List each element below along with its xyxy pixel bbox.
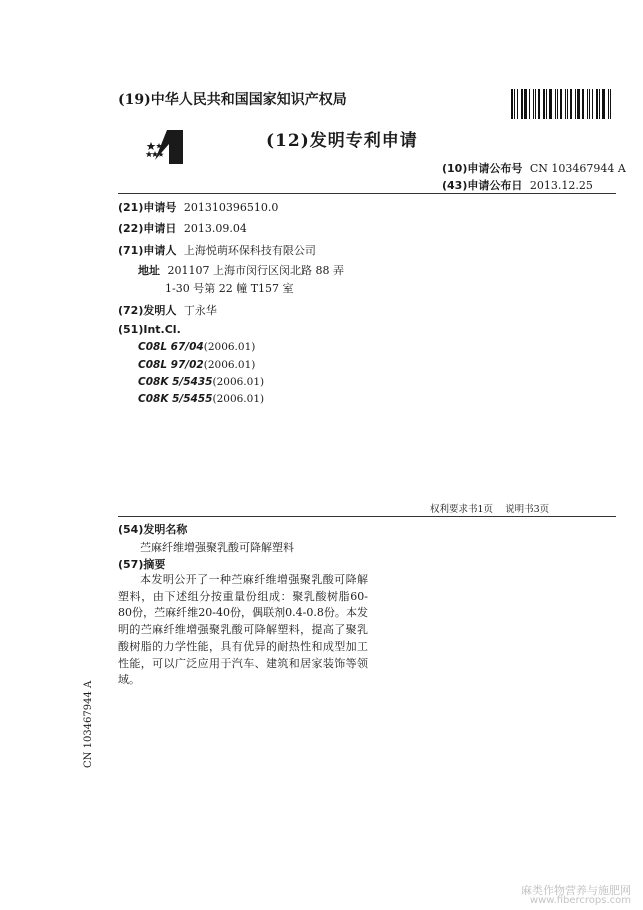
ipc-code: C08L 67/04 [138,341,204,353]
header-divider [118,193,616,194]
pages-divider [118,516,616,517]
document-type [266,126,418,151]
inventor-name: 丁永华 [183,304,217,317]
barcode-bar [538,89,540,119]
inventor-label: (72)发明人 [118,304,177,317]
country-number: (19) [118,92,151,108]
publication-number-row [442,160,626,176]
invention-title: 苎麻纤维增强聚乳酸可降解塑料 [140,541,294,554]
address-row [138,262,344,278]
barcode-bar [546,89,547,119]
ipc-code: C08K 5/5435 [138,376,213,388]
publication-date-row [442,177,593,193]
application-number-label: (21)申请号 [118,201,177,214]
watermark-site-name: 麻类作物营养与施肥网 [521,884,631,897]
barcode-bar [599,89,600,119]
doctype-number: (12) [266,131,310,151]
barcode-bar [524,89,527,119]
publication-number: CN 103467944 A [529,162,626,175]
barcode-bar [517,89,518,119]
page-count: 权利要求书1页 说明书3页 [430,504,550,515]
ipc-entry [138,359,255,371]
ipc-code: C08L 97/02 [138,359,204,371]
barcode-bar [587,89,588,119]
application-number: 201310396510.0 [183,201,279,214]
country-name: 中华人民共和国国家知识产权局 [150,92,347,108]
barcode-bar [560,89,562,119]
ipc-date: (2006.01) [212,393,265,405]
barcode-bar [589,89,590,119]
ipc-date: (2006.01) [203,359,256,371]
barcode-bar [575,89,576,119]
address-line-2: 1-30 号第 22 幢 T157 室 [165,282,294,295]
ipc-date: (2006.01) [203,341,256,353]
abstract-label: (57)摘要 [118,558,166,571]
ipc-entry [138,376,264,388]
barcode-image [511,89,616,119]
barcode-bar [535,89,536,119]
barcode-bar [608,89,609,119]
barcode-bar [602,89,605,119]
abstract-text: 本发明公开了一种苎麻纤维增强聚乳酸可降解塑料，由下述组分按重量份组成：聚乳酸树脂60-80份，苎麻纤维20-40份，偶联剂0.4-0.8份。本发明的苎麻纤维增强聚乳酸可降解塑料，提高了聚乳酸树脂的力学性能，具有优异的耐热性和成型加工性能，可以广泛应用于汽车、建筑和居家装饰等领域。 [118,573,368,687]
filing-date-label: (22)申请日 [118,222,177,235]
barcode-bar [514,89,515,119]
barcode-bar [549,89,552,119]
barcode-bar [543,89,545,119]
address-label: 地址 [138,264,160,277]
side-publication-number: CN 103467944 A [83,680,94,768]
publication-date-label: (43)申请公布日 [442,179,523,192]
applicant-row [118,242,316,258]
barcode-bar [565,89,566,119]
issuing-office [118,89,347,109]
sipo-logo [145,126,187,168]
barcode-bar [592,89,593,119]
barcode-bar [533,89,534,119]
invention-title-label: (54)发明名称 [118,523,188,536]
ipc-code: C08K 5/5455 [138,393,213,405]
int-cl-label: (51)Int.Cl. [118,323,181,336]
ipc-date: (2006.01) [212,376,265,388]
barcode-bar [529,89,530,119]
barcode-bar [596,89,598,119]
applicant-name: 上海悦萌环保科技有限公司 [183,244,316,257]
barcode-bar [511,89,513,119]
barcode-bar [582,89,584,119]
barcode-bar [555,89,556,119]
ipc-entry [138,393,264,405]
publication-date: 2013.12.25 [529,179,593,192]
publication-number-label: (10)申请公布号 [442,162,523,175]
watermark-url: www.fibercrops.com [529,895,631,906]
address-line-1: 201107 上海市闵行区闵北路 88 弄 [167,264,344,277]
barcode-bar [557,89,558,119]
applicant-label: (71)申请人 [118,244,177,257]
filing-date: 2013.09.04 [183,222,247,235]
application-number-row [118,199,278,215]
barcode-bar [521,89,523,119]
filing-date-row [118,220,247,236]
barcode-bar [567,89,568,119]
barcode-bar [570,89,572,119]
barcode-bar [577,89,580,119]
doctype-title: 发明专利申请 [309,131,418,151]
ipc-entry [138,341,255,353]
barcode-bar [610,89,611,119]
inventor-row [118,302,217,318]
